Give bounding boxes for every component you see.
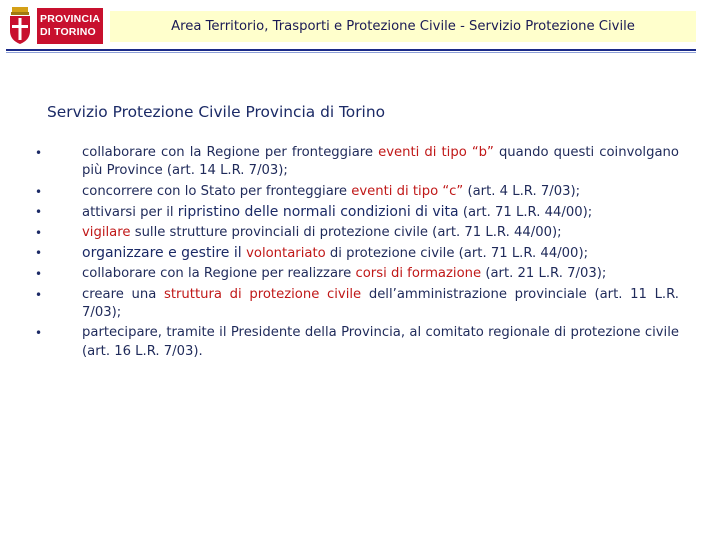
item-text: dell’amministrazione provinciale (art. 11 L.R. 7/03); xyxy=(82,286,679,321)
logo-wordmark xyxy=(37,8,103,44)
item-highlight: eventi di tipo “c” xyxy=(351,183,464,199)
list-item xyxy=(35,144,679,181)
item-text: partecipare, tramite il Presidente della Provincia, al comitato regionale di protezione civile (art. 16 L.R. 7/03). xyxy=(82,325,679,359)
item-text: (art. 71 L.R. 44/00); xyxy=(458,204,593,220)
logo-line-2: DI TORINO xyxy=(40,25,96,38)
item-text: organizzare e gestire il xyxy=(82,245,247,262)
header-title-band xyxy=(110,11,696,42)
item-text: sulle strutture provinciali di protezione civile (art. 71 L.R. 44/00); xyxy=(130,225,562,241)
item-text: collaborare con la Regione per fronteggiare xyxy=(82,145,379,160)
item-text: creare una xyxy=(82,286,164,302)
item-text: (art. 21 L.R. 7/03); xyxy=(481,266,607,282)
item-text: attivarsi per il xyxy=(82,204,178,220)
item-text: (art. 4 L.R. 7/03); xyxy=(463,183,581,199)
list-item xyxy=(35,203,679,222)
item-highlight: corsi di formazione xyxy=(355,266,482,282)
item-text: di protezione civile (art. 71 L.R. 44/00); xyxy=(325,246,589,262)
item-highlight: vigilare xyxy=(82,225,131,241)
item-highlight: volontariato xyxy=(246,246,326,262)
list-item xyxy=(35,286,679,323)
header-title: Area Territorio, Trasporti e Protezione Civile - Servizio Protezione Civile xyxy=(171,19,635,34)
header-divider-thin xyxy=(6,52,696,53)
list-item xyxy=(35,224,679,242)
item-highlight: struttura di protezione civile xyxy=(163,286,362,302)
logo-line-1: PROVINCIA xyxy=(40,12,101,25)
list-item xyxy=(35,183,679,201)
item-highlight: eventi di tipo “b” xyxy=(378,145,494,160)
provincia-logo xyxy=(6,5,104,46)
duties-list xyxy=(35,144,679,363)
list-item xyxy=(35,324,679,361)
item-highlight: ripristino delle normali condizioni di vita xyxy=(177,203,459,220)
page-title: Servizio Protezione Civile Provincia di Torino xyxy=(47,103,385,121)
item-text: collaborare con la Regione per realizzare xyxy=(82,266,356,282)
list-item xyxy=(35,244,679,263)
list-item xyxy=(35,265,679,283)
header-divider xyxy=(6,49,696,51)
item-text: quando questi coinvolgano più Province (art. 14 L.R. 7/03); xyxy=(82,145,679,179)
page-header xyxy=(0,0,720,52)
coat-of-arms-icon xyxy=(6,5,34,46)
item-text: concorrere con lo Stato per fronteggiare xyxy=(82,183,352,199)
